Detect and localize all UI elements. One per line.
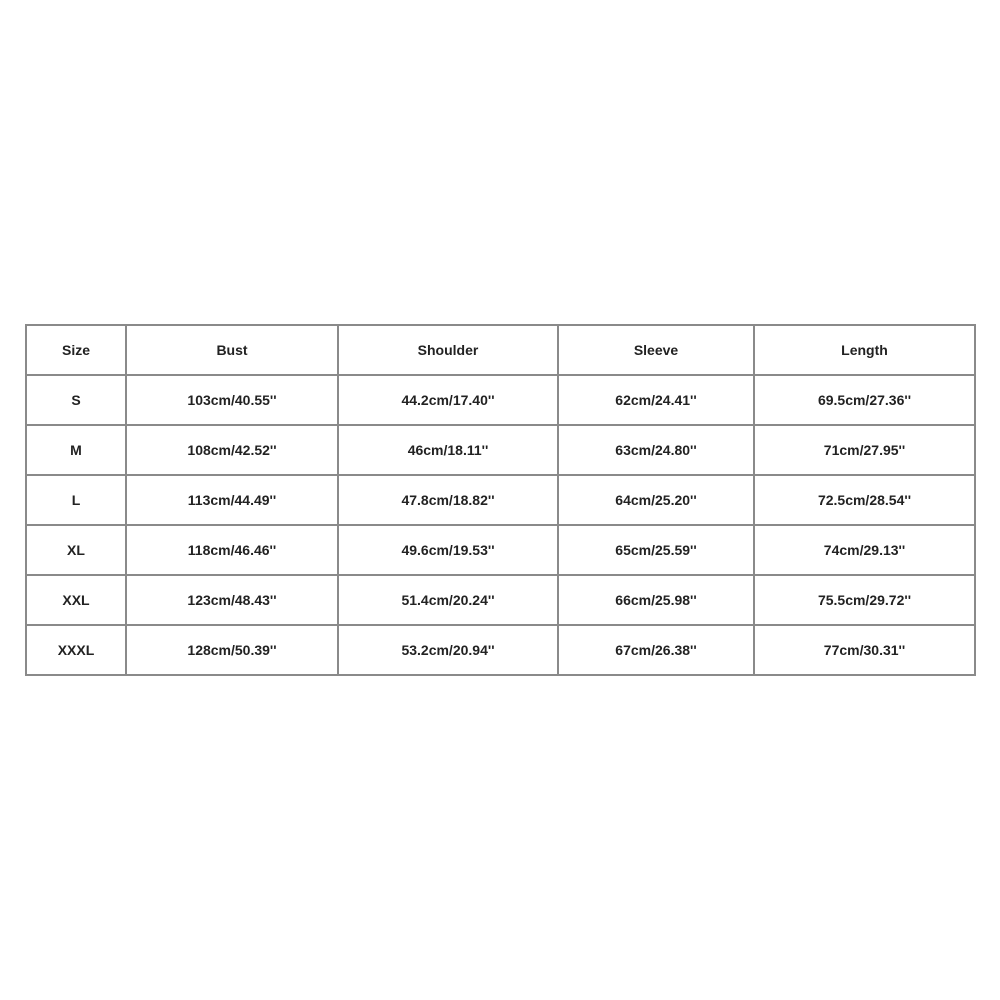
- cell-shoulder: 49.6cm/19.53'': [338, 525, 558, 575]
- cell-sleeve: 67cm/26.38'': [558, 625, 754, 675]
- cell-length: 75.5cm/29.72'': [754, 575, 975, 625]
- header-bust: Bust: [126, 325, 338, 375]
- table-row: [26, 425, 975, 475]
- table-row: [26, 375, 975, 425]
- cell-size: M: [26, 425, 126, 475]
- cell-shoulder: 44.2cm/17.40'': [338, 375, 558, 425]
- cell-bust: 123cm/48.43'': [126, 575, 338, 625]
- table-row: [26, 525, 975, 575]
- cell-bust: 113cm/44.49'': [126, 475, 338, 525]
- table-row: [26, 625, 975, 675]
- cell-sleeve: 62cm/24.41'': [558, 375, 754, 425]
- cell-bust: 108cm/42.52'': [126, 425, 338, 475]
- cell-sleeve: 65cm/25.59'': [558, 525, 754, 575]
- cell-sleeve: 64cm/25.20'': [558, 475, 754, 525]
- cell-length: 77cm/30.31'': [754, 625, 975, 675]
- cell-shoulder: 46cm/18.11'': [338, 425, 558, 475]
- cell-size: S: [26, 375, 126, 425]
- cell-size: XXL: [26, 575, 126, 625]
- cell-shoulder: 53.2cm/20.94'': [338, 625, 558, 675]
- cell-sleeve: 66cm/25.98'': [558, 575, 754, 625]
- cell-size: XXXL: [26, 625, 126, 675]
- cell-shoulder: 51.4cm/20.24'': [338, 575, 558, 625]
- cell-size: L: [26, 475, 126, 525]
- cell-length: 72.5cm/28.54'': [754, 475, 975, 525]
- cell-size: XL: [26, 525, 126, 575]
- table-row: [26, 575, 975, 625]
- cell-sleeve: 63cm/24.80'': [558, 425, 754, 475]
- header-size: Size: [26, 325, 126, 375]
- header-sleeve: Sleeve: [558, 325, 754, 375]
- cell-shoulder: 47.8cm/18.82'': [338, 475, 558, 525]
- table-row: [26, 475, 975, 525]
- cell-length: 69.5cm/27.36'': [754, 375, 975, 425]
- cell-bust: 103cm/40.55'': [126, 375, 338, 425]
- cell-length: 71cm/27.95'': [754, 425, 975, 475]
- cell-length: 74cm/29.13'': [754, 525, 975, 575]
- header-length: Length: [754, 325, 975, 375]
- cell-bust: 128cm/50.39'': [126, 625, 338, 675]
- size-chart-table: [25, 324, 976, 676]
- cell-bust: 118cm/46.46'': [126, 525, 338, 575]
- header-shoulder: Shoulder: [338, 325, 558, 375]
- table-header-row: [26, 325, 975, 375]
